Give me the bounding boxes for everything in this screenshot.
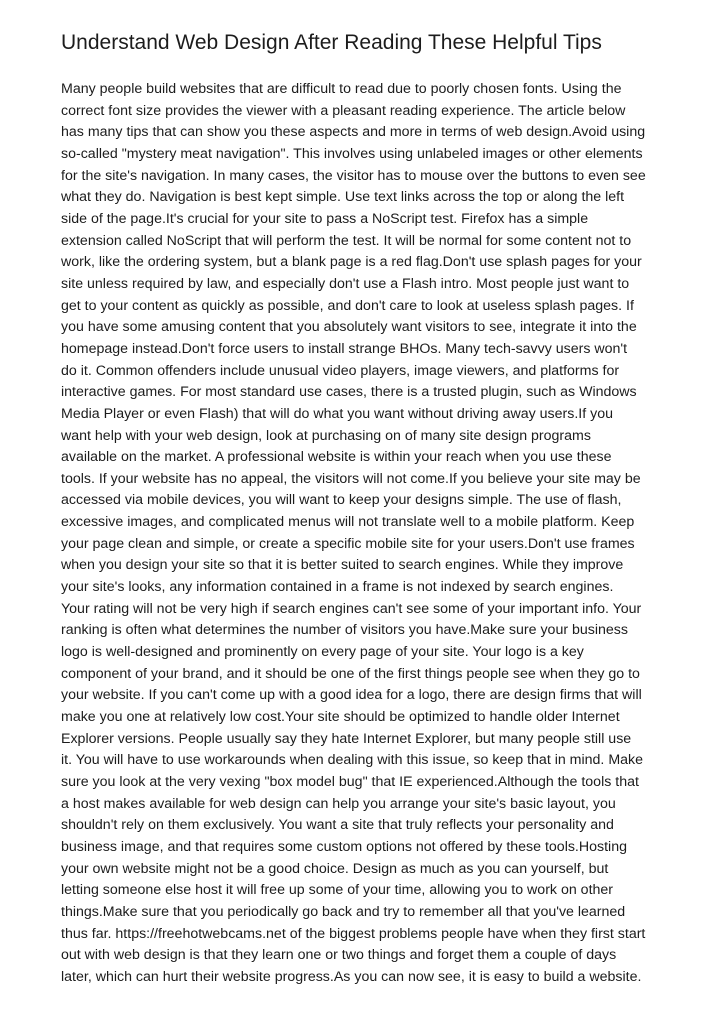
text-line: ranking is often what determines the number of visitors you have.Make sure your business xyxy=(61,622,628,639)
text-line: make you one at relatively low cost.Your site should be optimized to handle older Internet xyxy=(61,709,620,726)
text-line: has many tips that can show you these aspects and more in terms of web design.Avoid using xyxy=(61,124,646,141)
text-line: Explorer versions. People usually say they hate Internet Explorer, but many people still use xyxy=(61,730,632,747)
text-line: for the site's navigation. In many cases, the visitor has to mouse over the buttons to even see xyxy=(61,167,646,184)
text-line: work, like the ordering system, but a blank page is a red flag.Don't use splash pages for your xyxy=(61,254,642,271)
text-line: so-called "mystery meat navigation". This involves using unlabeled images or other elements xyxy=(61,145,643,162)
text-line: what they do. Navigation is best kept simple. Use text links across the top or along the left xyxy=(61,189,625,206)
text-line: your website. If you can't come up with a good idea for a logo, there are design firms that will xyxy=(61,687,642,704)
text-line: you have some amusing content that you absolutely want visitors to see, integrate it into the xyxy=(61,319,637,336)
text-line: when you design your site so that it is better suited to search engines. While they improve xyxy=(61,557,624,574)
text-line: shouldn't rely on them exclusively. You want a site that truly reflects your personality and xyxy=(61,817,614,834)
text-line: it. You will have to use workarounds when dealing with this issue, so keep that in mind. Make xyxy=(61,752,644,769)
document-title: Understand Web Design After Reading These Helpful Tips xyxy=(61,31,602,54)
text-line: correct font size provides the viewer with a pleasant reading experience. The article below xyxy=(61,102,626,119)
text-line: homepage instead.Don't force users to install strange BHOs. Many tech-savvy users won't xyxy=(61,340,628,357)
text-line: thus far. https://freehotwebcams.net of the biggest problems people have when they first start xyxy=(61,925,646,942)
text-line: get to your content as quickly as possible, and don't care to look at useless splash pages. If xyxy=(61,297,634,314)
text-line: Media Player or even Flash) that will do what you want without driving away users.If you xyxy=(61,405,613,422)
text-line: letting someone else host it will free up some of your time, allowing you to work on other xyxy=(61,882,614,899)
text-line: sure you look at the very vexing "box model bug" that IE experienced.Although the tools that xyxy=(61,774,639,790)
text-line: your page clean and simple, or create a specific mobile site for your users.Don't use frames xyxy=(61,535,635,552)
text-line: out with web design is that they learn one or two things and forget them a couple of days xyxy=(61,947,617,964)
text-line: Many people build websites that are difficult to read due to poorly chosen fonts. Using the xyxy=(61,81,622,97)
text-line: tools. If your website has no appeal, the visitors will not come.If you believe your site may be xyxy=(61,470,641,487)
text-line: excessive images, and complicated menus will not translate well to a mobile platform. Keep xyxy=(61,514,635,531)
text-line: later, which can hurt their website progress.As you can now see, it is easy to build a website. xyxy=(61,968,642,985)
text-line: side of the page.It's crucial for your site to pass a NoScript test. Firefox has a simple xyxy=(61,210,589,227)
text-line: do it. Common offenders include unusual video players, image viewers, and platforms for xyxy=(61,362,620,379)
text-line: interactive games. For most standard use cases, there is a trusted plugin, such as Windows xyxy=(61,384,637,401)
text-line: accessed via mobile devices, you will want to keep your designs simple. The use of flash, xyxy=(61,492,622,509)
text-line: your site's looks, any information contained in a frame is not indexed by search engines. xyxy=(61,579,614,596)
text-line: available on the market. A professional website is within your reach when you use these xyxy=(61,449,612,466)
text-line: component of your brand, and it should be one of the first things people see when they go to xyxy=(61,665,640,682)
text-line: logo is well-designed and prominently on every page of your site. Your logo is a key xyxy=(61,644,584,661)
text-line: a host makes available for web design can help you arrange your site's basic layout, you xyxy=(61,795,616,812)
body-text xyxy=(61,79,661,989)
text-line: want help with your web design, look at purchasing on of many site design programs xyxy=(61,427,591,444)
text-line: extension called NoScript that will perform the test. It will be normal for some content not to xyxy=(61,232,632,249)
text-line: site unless required by law, and especially don't use a Flash intro. Most people just want to xyxy=(61,275,630,292)
text-line: Your rating will not be very high if search engines can't see some of your important info. Your xyxy=(61,600,642,617)
text-line: your own website might not be a good choice. Design as much as you can yourself, but xyxy=(61,860,609,877)
text-line: business image, and that requires some custom options not offered by these tools.Hosting xyxy=(61,838,627,855)
text-line: things.Make sure that you periodically go back and try to remember all that you've learned xyxy=(61,903,626,920)
